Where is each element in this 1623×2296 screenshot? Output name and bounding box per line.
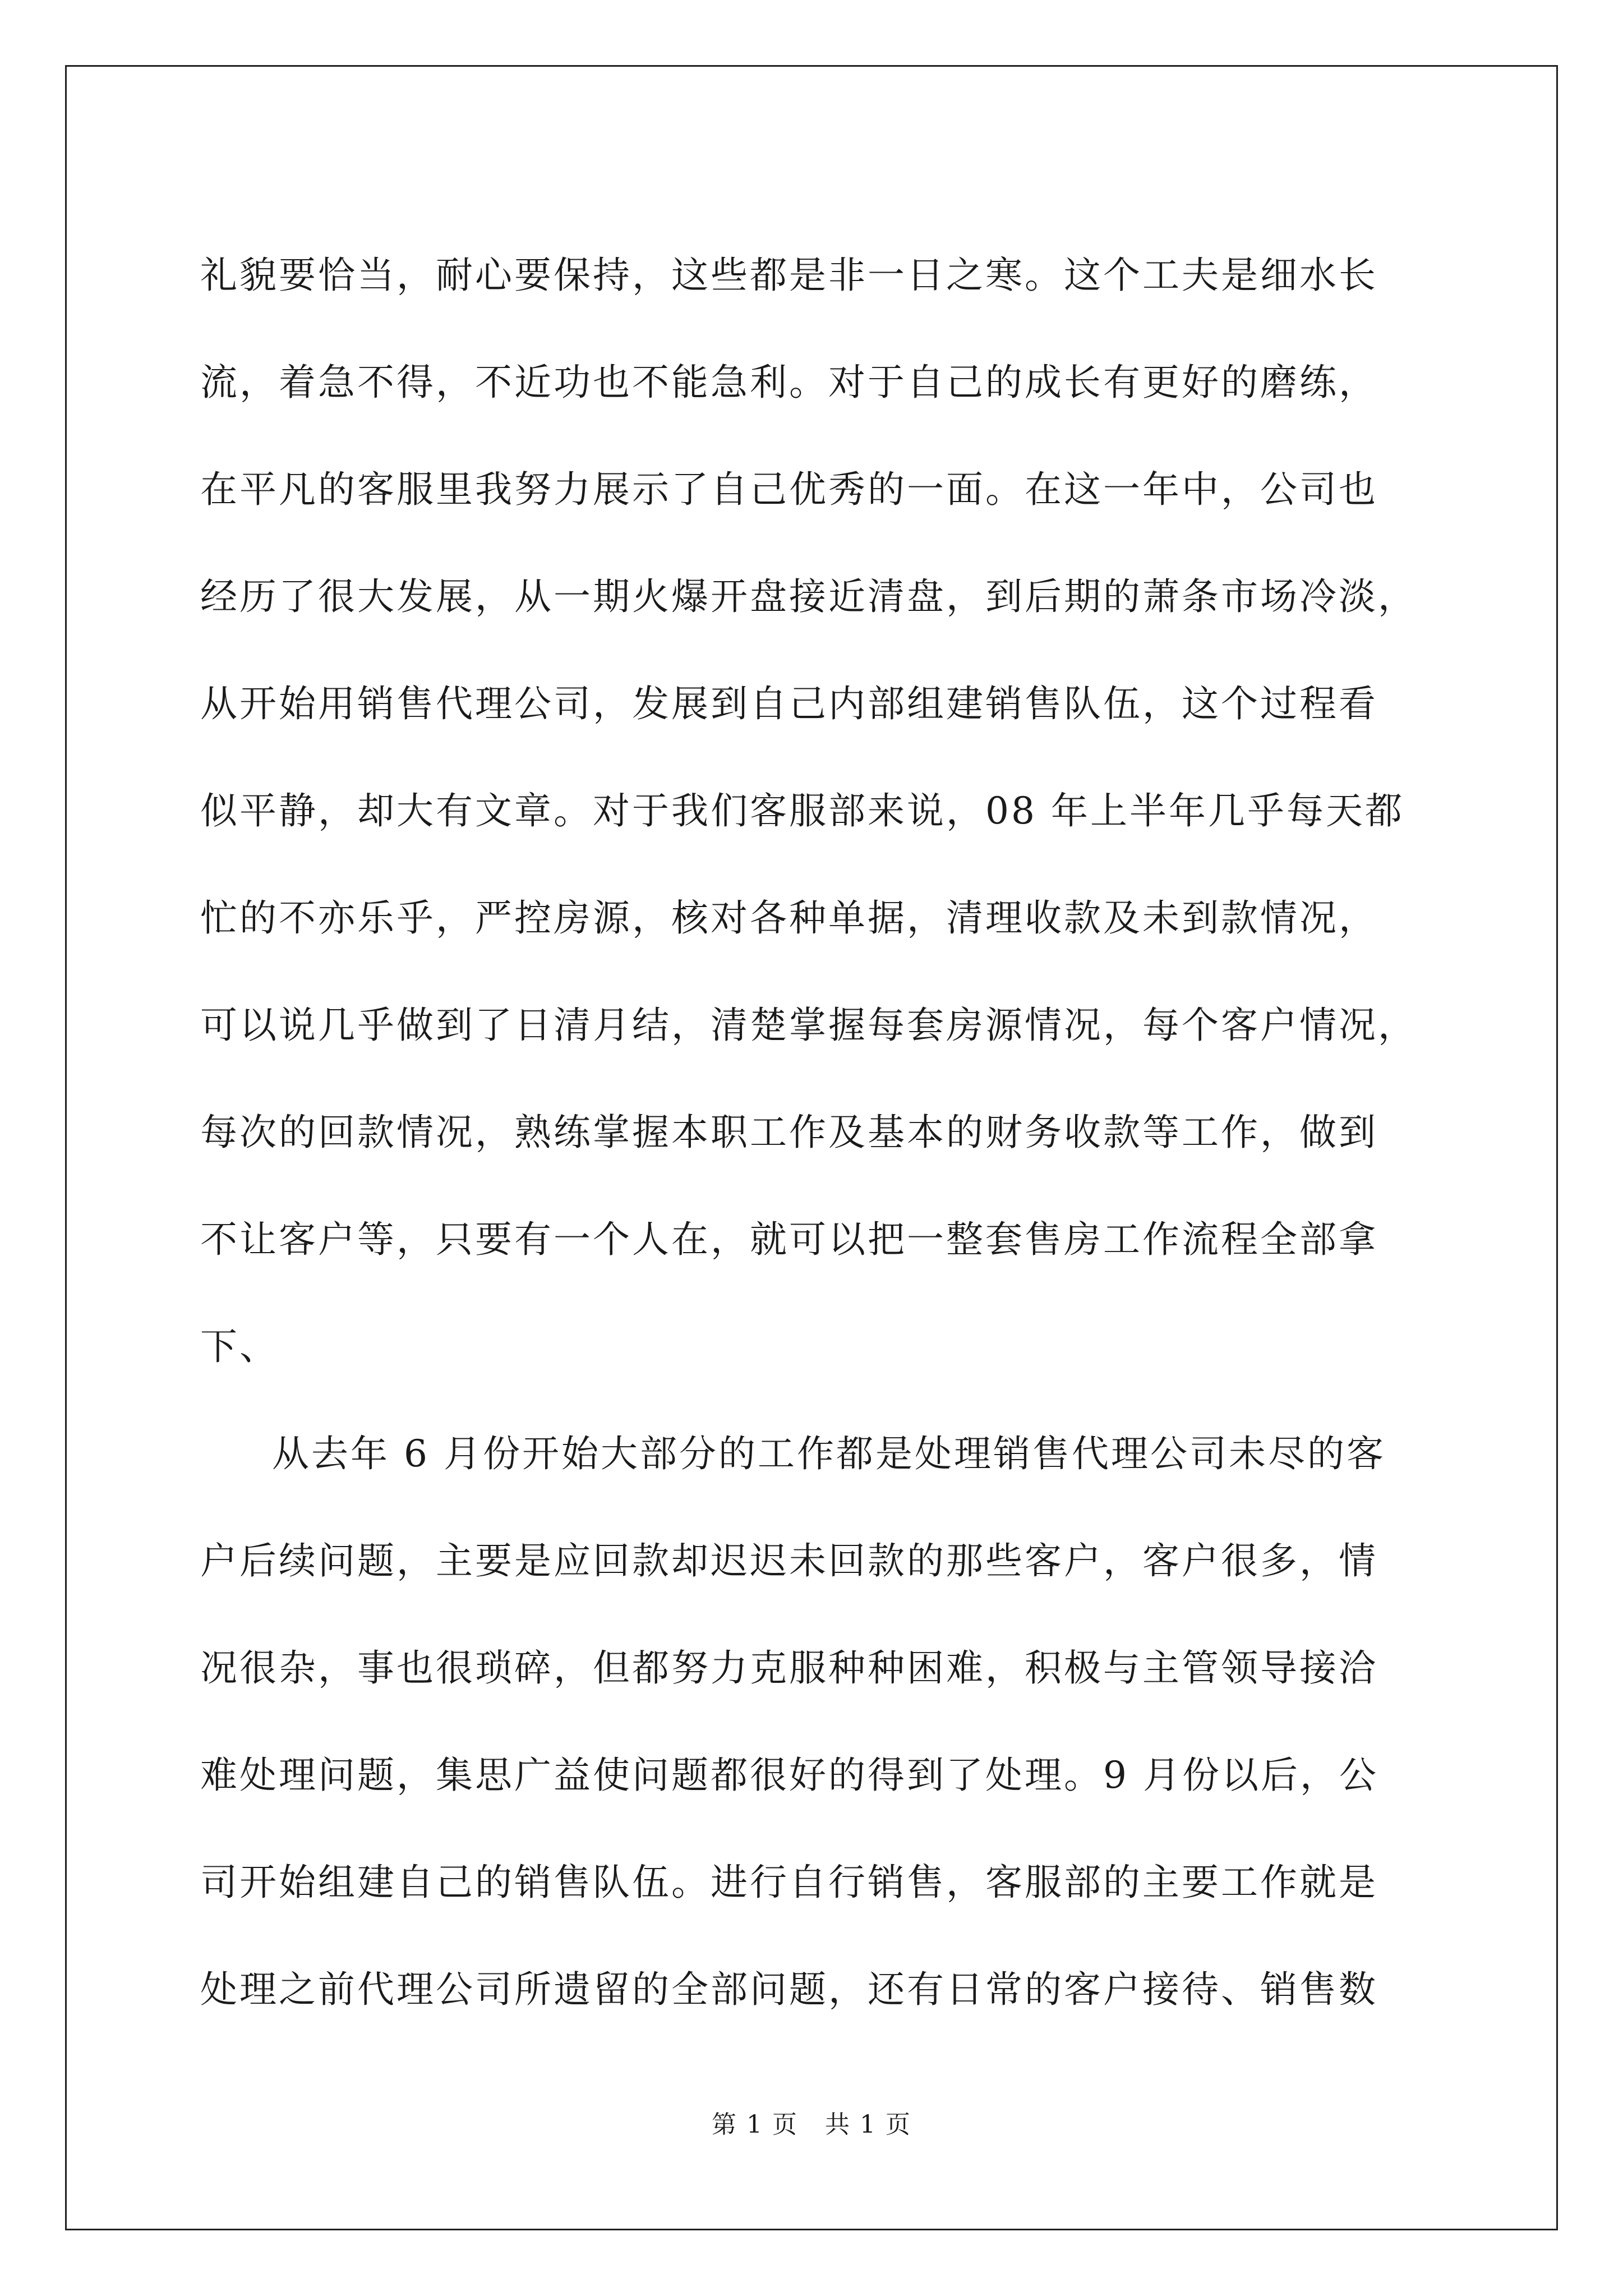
text-line: 从开始用销售代理公司，发展到自己内部组建销售队伍，这个过程看 [200, 682, 1378, 725]
text-line: 忙的不亦乐乎，严控房源，核对各种单据，清理收款及未到款情况， [200, 896, 1378, 940]
text-line: 经历了很大发展，从一期火爆开盘接近清盘，到后期的萧条市场冷淡， [200, 575, 1417, 618]
page-footer: 第 1 页 共 1 页 [712, 2110, 911, 2139]
paragraph-1 [200, 222, 1496, 1400]
text-line: 户后续问题，主要是应回款却迟迟未回款的那些客户，客户很多，情 [200, 1539, 1378, 1582]
text-line: 处理之前代理公司所遗留的全部问题，还有日常的客户接待、销售数 [200, 1968, 1378, 2011]
text-line: 从去年 6 月份开始大部分的工作都是处理销售代理公司未尽的客 [272, 1432, 1386, 1475]
text-line: 可以说几乎做到了日清月结，清楚掌握每套房源情况，每个客户情况， [200, 1004, 1417, 1047]
text-line: 况很杂，事也很琐碎，但都努力克服种种困难，积极与主管领导接洽 [200, 1646, 1378, 1690]
text-line: 司开始组建自己的销售队伍。进行自行销售，客服部的主要工作就是 [200, 1861, 1378, 1904]
text-line: 下、 [200, 1325, 279, 1368]
text-line: 在平凡的客服里我努力展示了自己优秀的一面。在这一年中，公司也 [200, 468, 1378, 511]
paragraph-2 [200, 1400, 1496, 2043]
text-line: 礼貌要恰当，耐心要保持，这些都是非一日之寒。这个工夫是细水长 [200, 254, 1378, 297]
page-frame [65, 65, 1558, 2230]
text-line: 似平静，却大有文章。对于我们客服部来说，08 年上半年几乎每天都 [200, 789, 1404, 832]
text-line: 难处理问题，集思广益使问题都很好的得到了处理。9 月份以后，公 [200, 1754, 1378, 1797]
text-line: 不让客户等，只要有一个人在，就可以把一整套售房工作流程全部拿 [200, 1218, 1378, 1261]
text-line: 每次的回款情况，熟练掌握本职工作及基本的财务收款等工作，做到 [200, 1111, 1378, 1154]
document-body [200, 222, 1496, 2043]
text-line: 流，着急不得，不近功也不能急利。对于自己的成长有更好的磨练， [200, 361, 1378, 404]
